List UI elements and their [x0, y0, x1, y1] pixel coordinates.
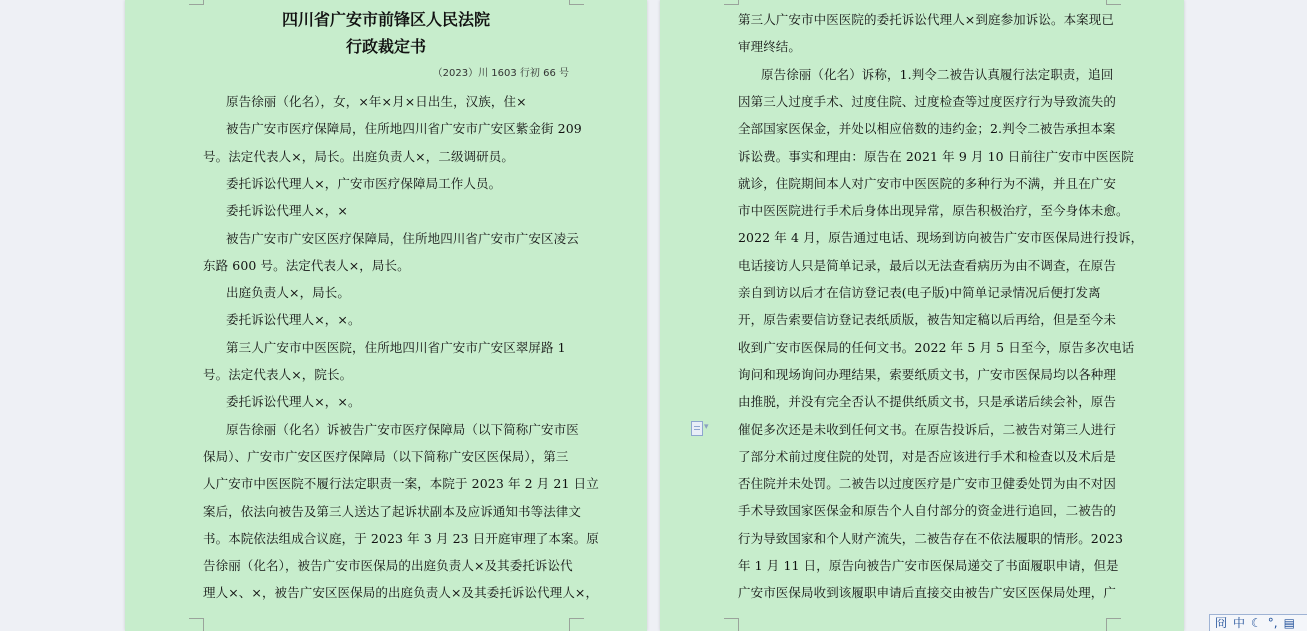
text-line: 市中医医院进行手术后身体出现异常，原告积极治疗，至今身体未愈。 — [738, 203, 1129, 219]
text-line: 委托诉讼代理人×，× — [226, 203, 348, 219]
text-line: 2022 年 4 月，原告通过电话、现场到访向被告广安市医保局进行投诉， — [738, 230, 1144, 246]
text-line: 原告徐丽（化名），女，×年×月×日出生，汉族，住× — [226, 94, 527, 109]
text-line: 收到广安市医保局的任何文书。2022 年 5 月 5 日至今，原告多次电话 — [738, 339, 1135, 355]
text-line: 年 1 月 11 日，原告向被告广安市医保局递交了书面履职申请，但是 — [738, 558, 1119, 573]
text-line: 询问和现场询问办理结果，索要纸质文书，广安市医保局均以各种理 — [738, 366, 1117, 382]
document-page-right[interactable] — [660, 0, 1184, 631]
corner-mark — [189, 618, 204, 631]
text-line: 号。法定代表人×，院长。 — [203, 367, 353, 382]
text-line: 审理终结。 — [738, 39, 802, 55]
text-line: 书。本院依法组成合议庭，于 2023 年 3 月 23 日开庭审理了本案。原 — [203, 530, 599, 546]
text-line: 委托诉讼代理人×，×。 — [226, 312, 361, 328]
corner-mark — [569, 0, 584, 5]
keyboard-icon[interactable]: ▤ — [1283, 616, 1295, 630]
court-name-title: 四川省广安市前锋区人民法院 — [281, 10, 490, 29]
text-line: 就诊，住院期间本人对广安市中医医院的多种行为不满，并且在广安 — [738, 175, 1117, 191]
corner-mark — [1106, 618, 1121, 631]
text-line: 了部分术前过度住院的处罚，对是否应该进行手术和检查以及术后是 — [738, 448, 1117, 464]
text-line: 原告徐丽（化名）诉被告广安市医疗保障局（以下简称广安市医 — [226, 421, 579, 437]
ime-logo-icon[interactable]: 冏 — [1215, 616, 1228, 630]
document-icon[interactable] — [689, 420, 713, 436]
punctuation-toggle[interactable]: °, — [1267, 616, 1278, 630]
text-line: 行为导致国家和个人财产流失，二被告存在不依法履职的情形。2023 — [738, 530, 1124, 546]
document-type-title: 行政裁定书 — [345, 37, 426, 56]
moon-icon[interactable]: ☾ — [1251, 616, 1262, 630]
text-line: 第三人广安市中医医院的委托诉讼代理人×到庭参加诉讼。本案现已 — [738, 12, 1114, 27]
corner-mark — [189, 0, 204, 5]
text-line: 否住院并未处罚。二被告以过度医疗是广安市卫健委处罚为由不对因 — [738, 476, 1117, 492]
text-line: 人广安市中医医院不履行法定职责一案，本院于 2023 年 2 月 21 日立 — [203, 476, 599, 492]
ime-mode-toggle[interactable]: 中 — [1233, 616, 1246, 630]
text-line: 因第三人过度手术、过度住院、过度检查等过度医疗行为导致流失的 — [738, 93, 1117, 109]
text-line: 理人×、×，被告广安区医保局的出庭负责人×及其委托诉讼代理人×， — [203, 585, 599, 601]
chevron-down-icon: ▾ — [704, 422, 709, 432]
text-line: 开，原告索要信访登记表纸质版，被告知定稿以后再给，但是至今未 — [738, 312, 1117, 328]
corner-mark — [569, 618, 584, 631]
text-line: 被告广安市广安区医疗保障局，住所地四川省广安市广安区凌云 — [226, 230, 579, 246]
text-line: 告徐丽（化名），被告广安市医保局的出庭负责人×及其委托诉讼代 — [203, 558, 573, 574]
text-line: 手术导致国家医保金和原告个人自付部分的资金进行追回，二被告的 — [738, 503, 1117, 519]
text-line: 东路 600 号。法定代表人×，局长。 — [203, 257, 410, 273]
text-line: 委托诉讼代理人×，×。 — [226, 394, 361, 410]
text-line: 电话接访人只是简单记录，最后以无法查看病历为由不调查，在原告 — [738, 257, 1117, 273]
text-line: 全部国家医保金，并处以相应倍数的违约金；2.判令二被告承担本案 — [738, 121, 1116, 137]
case-number: （2023）川 1603 行初 66 号 — [432, 68, 569, 79]
document-icon-glyph — [691, 421, 703, 436]
text-line: 第三人广安市中医医院，住所地四川省广安市广安区翠屏路 1 — [226, 339, 566, 355]
text-line: 广安市医保局收到该履职申请后直接交由被告广安区医保局处理，广 — [738, 585, 1117, 601]
text-line: 亲自到访以后才在信访登记表(电子版)中简单记录情况后便打发离 — [738, 285, 1101, 300]
text-line: 由推脱，并没有完全否认不提供纸质文书，只是承诺后续会补，原告 — [738, 394, 1117, 410]
document-page-left[interactable] — [125, 0, 647, 631]
text-line: 委托诉讼代理人×，广安市医疗保障局工作人员。 — [226, 175, 502, 191]
text-line: 原告徐丽（化名）诉称，1.判令二被告认真履行法定职责，追回 — [761, 66, 1114, 82]
text-line: 号。法定代表人×，局长。出庭负责人×，二级调研员。 — [203, 148, 514, 164]
corner-mark — [724, 618, 739, 631]
text-line: 催促多次还是未收到任何文书。在原告投诉后，二被告对第三人进行 — [738, 421, 1117, 437]
text-line: 被告广安市医疗保障局，住所地四川省广安市广安区紫金街 209 — [226, 121, 582, 137]
ime-toolbar[interactable] — [1209, 614, 1307, 631]
text-line: 案后，依法向被告及第三人送达了起诉状副本及应诉通知书等法律文 — [203, 503, 582, 519]
corner-mark — [1106, 0, 1121, 5]
text-line: 出庭负责人×，局长。 — [226, 285, 350, 301]
corner-mark — [724, 0, 739, 5]
text-line: 保局）、广安市广安区医疗保障局（以下简称广安区医保局），第三 — [203, 448, 569, 464]
text-line: 诉讼费。事实和理由：原告在 2021 年 9 月 10 日前往广安市中医医院 — [738, 148, 1134, 164]
